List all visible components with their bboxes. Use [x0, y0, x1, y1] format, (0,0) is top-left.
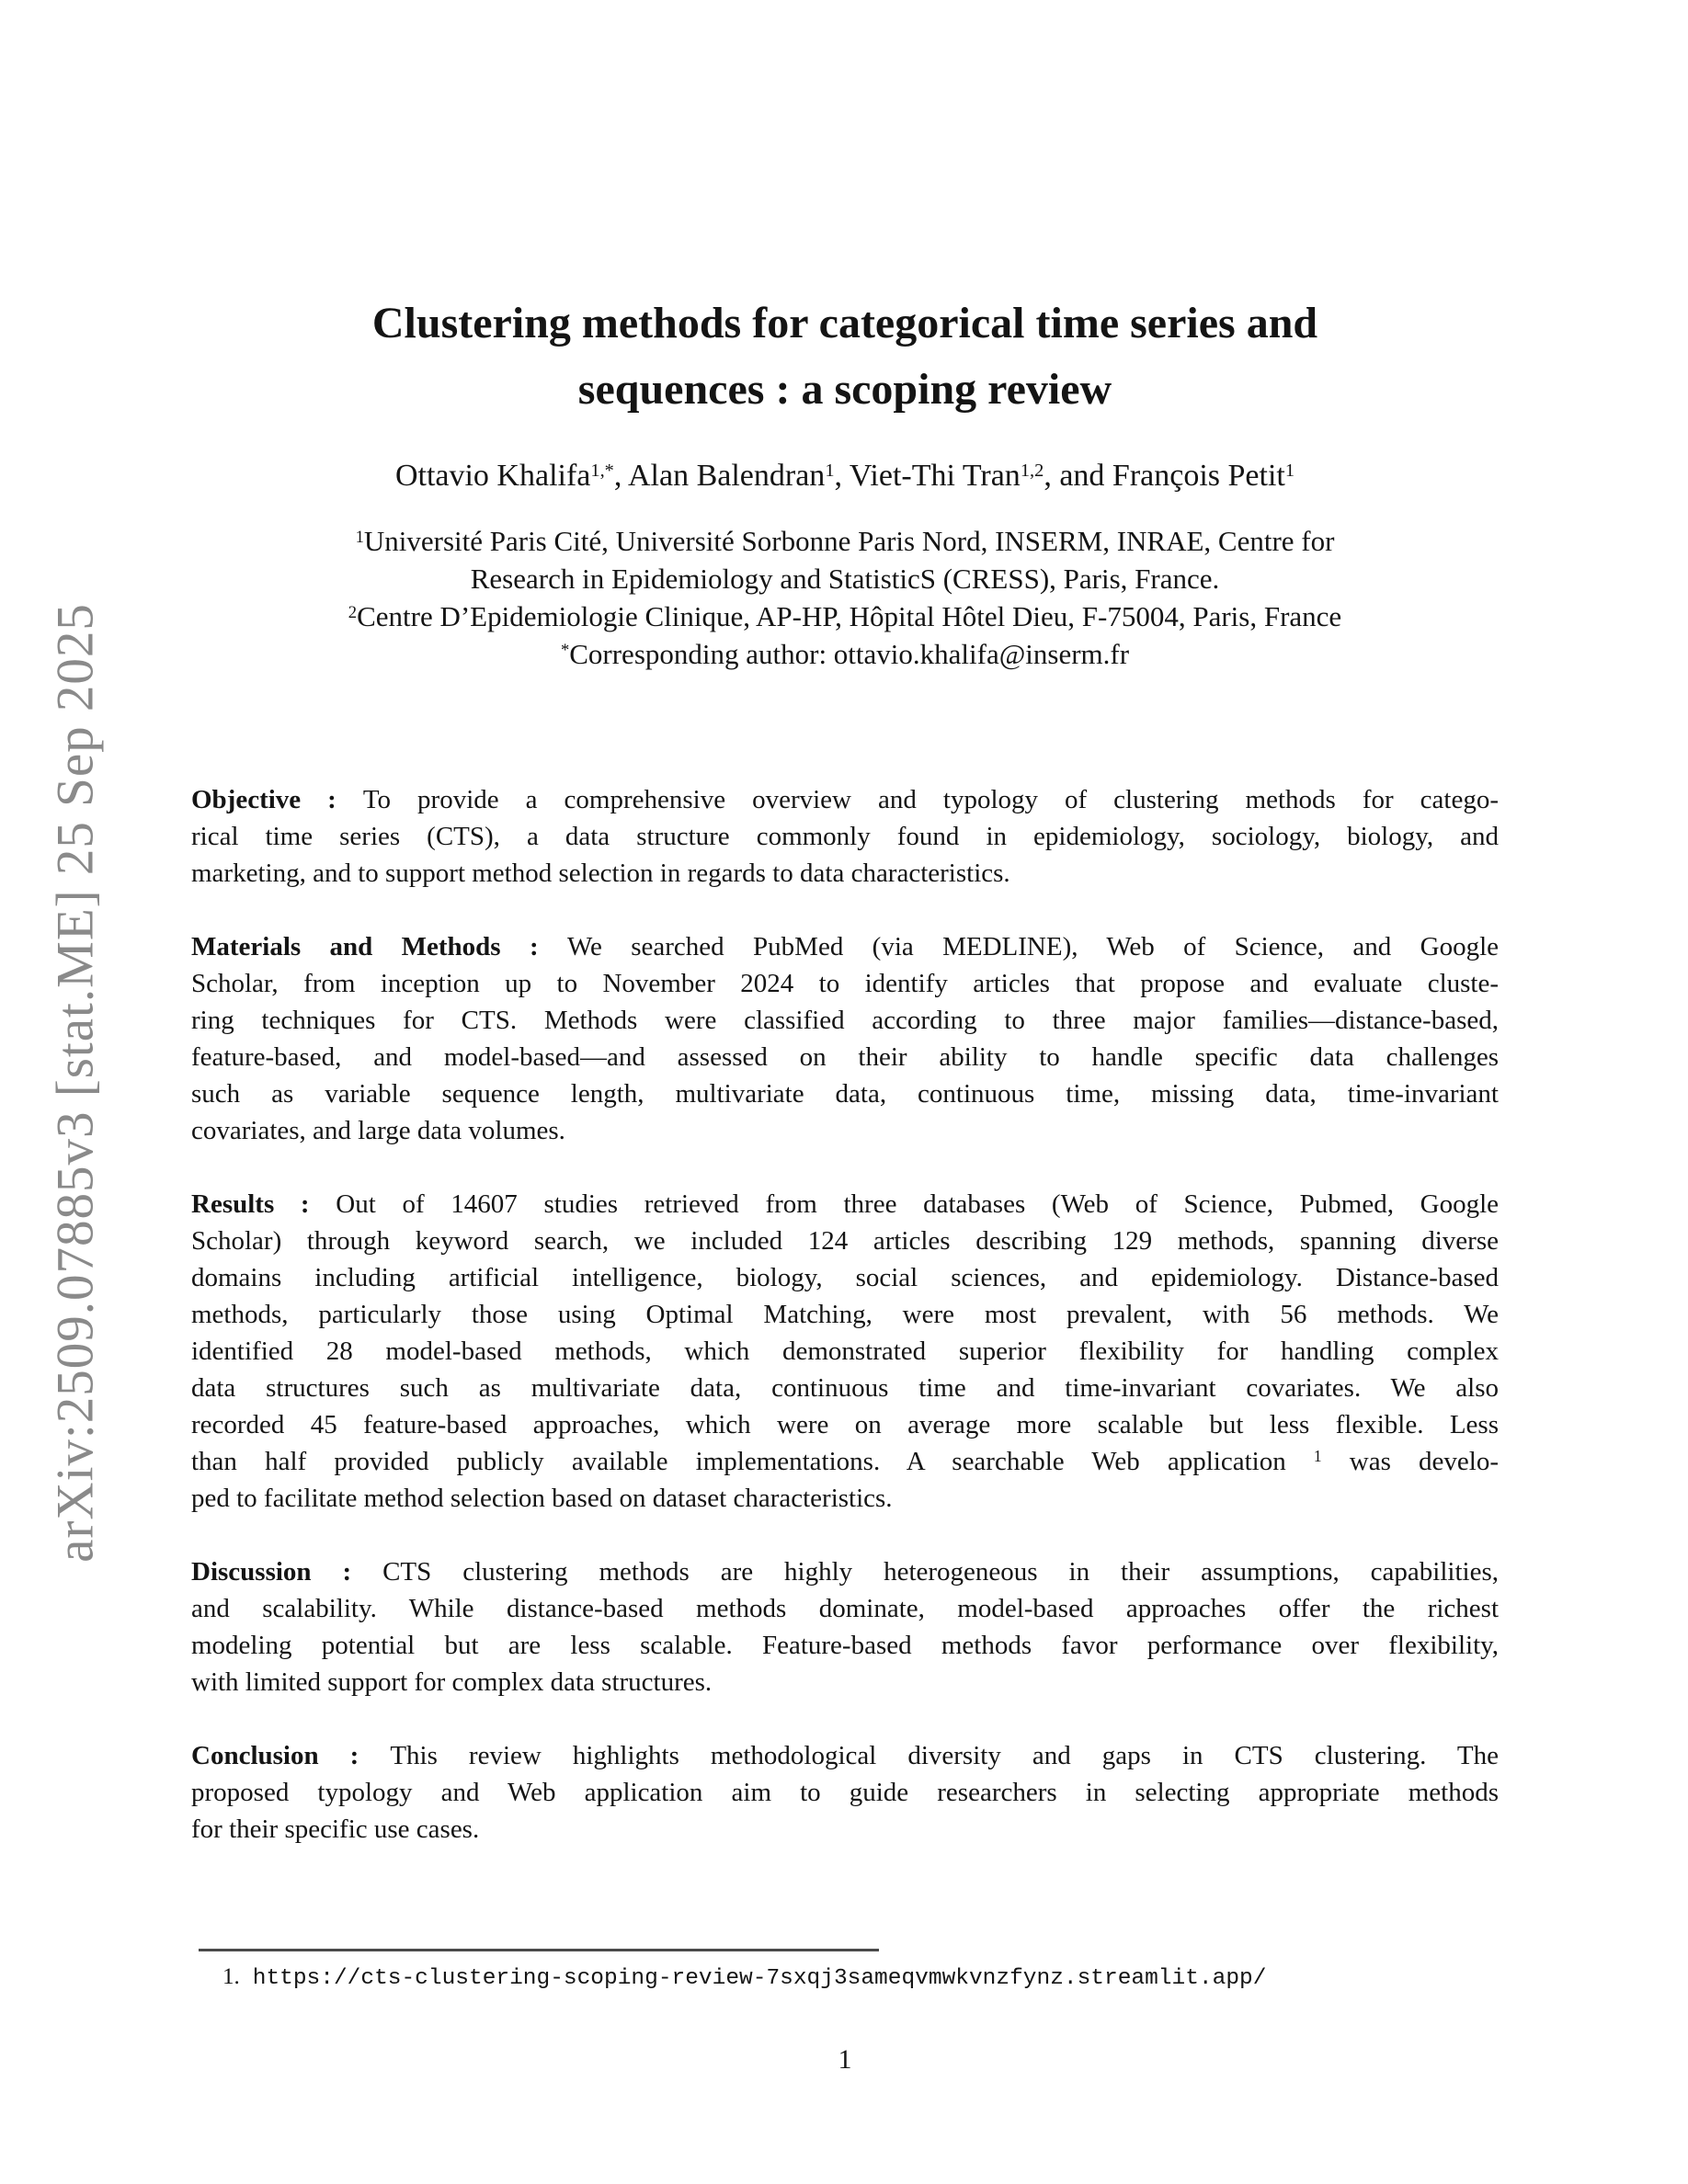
footnote-marker: 1. — [222, 1964, 240, 1989]
text-segment: 2 — [348, 602, 358, 622]
abstract-line — [191, 1627, 1499, 1664]
text-segment: Conclusion : — [191, 1741, 391, 1770]
abstract-paragraph-results — [191, 1186, 1499, 1517]
abstract-line — [191, 1443, 1499, 1480]
text-segment: covariates, and large data volumes. — [191, 1116, 565, 1145]
abstract-paragraph-materials-and-methods — [191, 928, 1499, 1149]
abstract-line — [191, 781, 1499, 818]
title-line-1: Clustering methods for categorical time series and — [371, 299, 1318, 347]
text-segment: Corresponding author: ottavio.khalifa@inserm.fr — [569, 638, 1130, 670]
abstract-line — [191, 1811, 1499, 1848]
text-segment: 1,* — [590, 460, 614, 481]
abstract-line — [191, 1039, 1499, 1075]
text-segment: feature-based, and model-based—and assessed on their ability to handle specific data challenges — [191, 1042, 1499, 1072]
text-segment: Ottavio Khalifa — [394, 459, 591, 493]
abstract-line — [191, 928, 1499, 965]
text-segment: Discussion : — [191, 1557, 383, 1587]
text-segment: To provide a comprehensive overview and typology of clustering methods for catego- — [362, 785, 1499, 814]
text-segment: CTS clustering methods are highly heterogeneous in their assumptions, capabilities, — [382, 1557, 1499, 1587]
footnote-rule — [199, 1949, 879, 1951]
text-segment: ped to facilitate method selection based on dataset characteristics. — [191, 1484, 893, 1513]
text-segment: was develo- — [1321, 1447, 1499, 1476]
affiliation-line-3 — [191, 597, 1499, 635]
title-line-2: sequences : a scoping review — [577, 365, 1112, 414]
abstract-paragraph-discussion — [191, 1553, 1499, 1701]
text-segment: ring techniques for CTS. Methods were classified according to three major families—distance-based, — [191, 1006, 1499, 1035]
text-segment: Research in Epidemiology and StatisticS (CRESS), Paris, France. — [470, 563, 1220, 595]
text-segment — [1286, 1447, 1314, 1476]
affiliations — [191, 522, 1499, 673]
abstract-line — [191, 1002, 1499, 1039]
abstract-line — [191, 1590, 1499, 1627]
affiliation-line-1 — [191, 522, 1499, 560]
abstract — [191, 781, 1499, 1848]
text-segment: * — [560, 640, 570, 660]
abstract-line — [191, 1075, 1499, 1112]
text-segment: Results : — [191, 1189, 336, 1219]
text-segment: methods, particularly those using Optimal Matching, were most prevalent, with 56 methods. We — [191, 1300, 1499, 1329]
text-segment: , and François Petit — [1044, 459, 1285, 493]
text-segment: 1 — [1313, 1447, 1322, 1466]
abstract-line — [191, 1553, 1499, 1590]
text-segment: We searched PubMed (via MEDLINE), Web of Science, and Google — [566, 932, 1500, 961]
paper-content — [191, 0, 1500, 2075]
text-segment: 1 — [1284, 460, 1295, 481]
paper-title — [191, 0, 1499, 423]
abstract-line — [191, 1664, 1499, 1701]
text-segment: This review highlights methodological diversity and gaps in CTS clustering. The — [390, 1741, 1499, 1770]
abstract-line — [191, 1370, 1499, 1406]
text-segment: marketing, and to support method selection in regards to data characteristics. — [191, 859, 1010, 888]
footnote-text — [191, 1964, 1499, 1991]
text-segment: and scalability. While distance-based methods dominate, model-based approaches offer the richest — [191, 1594, 1499, 1623]
abstract-line — [191, 1333, 1499, 1370]
author-line — [191, 456, 1499, 496]
text-segment: domains including artificial intelligence, biology, social sciences, and epidemiology. Distance-based — [191, 1263, 1499, 1292]
text-segment: for their specific use cases. — [191, 1814, 480, 1844]
text-segment: rical time series (CTS), a data structure commonly found in epidemiology, sociology, biology, and — [191, 822, 1499, 851]
text-segment: proposed typology and Web application aim to guide researchers in selecting appropriate methods — [191, 1778, 1499, 1807]
abstract-line — [191, 1480, 1499, 1517]
text-segment: Materials and Methods : — [191, 932, 567, 961]
text-segment: 1,2 — [1020, 460, 1044, 481]
text-segment: Scholar, from inception up to November 2024 to identify articles that propose and evaluate cluste- — [191, 969, 1499, 998]
abstract-line — [191, 855, 1499, 892]
text-segment: data structures such as multivariate data, continuous time and time-invariant covariates. We also — [191, 1373, 1499, 1403]
text-segment: recorded 45 feature-based approaches, which were on average more scalable but less flexible. Less — [191, 1410, 1499, 1439]
abstract-line — [191, 1296, 1499, 1333]
text-segment: Université Paris Cité, Université Sorbonne Paris Nord, INSERM, INRAE, Centre for — [363, 525, 1335, 557]
affiliation-line-2 — [191, 560, 1499, 597]
text-segment: identified 28 model-based methods, which demonstrated superior flexibility for handling complex — [191, 1337, 1499, 1366]
abstract-line — [191, 818, 1499, 855]
abstract-line — [191, 965, 1499, 1002]
footnote-url[interactable]: https://cts-clustering-scoping-review-7sxqj3sameqvmwkvnzfynz.streamlit.app/ — [252, 1966, 1267, 1991]
abstract-line — [191, 1223, 1499, 1259]
text-segment: , Alan Balendran — [613, 459, 826, 493]
abstract-line — [191, 1406, 1499, 1443]
text-segment: with limited support for complex data structures. — [191, 1667, 713, 1697]
abstract-line — [191, 1259, 1499, 1296]
footnote — [191, 1949, 1499, 1991]
abstract-line — [191, 1112, 1499, 1149]
abstract-paragraph-objective — [191, 781, 1499, 892]
text-segment: , Viet-Thi Tran — [834, 459, 1021, 493]
page-number: 1 — [838, 2044, 852, 2075]
text-segment: Centre D’Epidemiologie Clinique, AP-HP, Hôpital Hôtel Dieu, F-75004, Paris, France — [357, 600, 1342, 632]
text-segment: modeling potential but are less scalable. Feature-based methods favor performance over flexibility, — [191, 1631, 1499, 1660]
abstract-line — [191, 1737, 1499, 1774]
abstract-line — [191, 1774, 1499, 1811]
text-segment: Out of 14607 studies retrieved from three databases (Web of Science, Pubmed, Google — [336, 1189, 1499, 1219]
text-segment: 1 — [825, 460, 835, 481]
text-segment: Scholar) through keyword search, we included 124 articles describing 129 methods, spanning diverse — [191, 1226, 1499, 1256]
text-segment: such as variable sequence length, multivariate data, continuous time, missing data, time-invariant — [191, 1079, 1499, 1109]
abstract-paragraph-conclusion — [191, 1737, 1499, 1848]
text-segment: 1 — [355, 527, 364, 547]
text-segment: than half provided publicly available implementations. A searchable Web application — [191, 1447, 1286, 1476]
text-segment: Objective : — [191, 785, 363, 814]
affiliation-line-4 — [191, 635, 1499, 673]
abstract-line — [191, 1186, 1499, 1223]
arxiv-watermark: arXiv:2509.07885v3 [stat.ME] 25 Sep 2025 — [46, 603, 105, 1563]
